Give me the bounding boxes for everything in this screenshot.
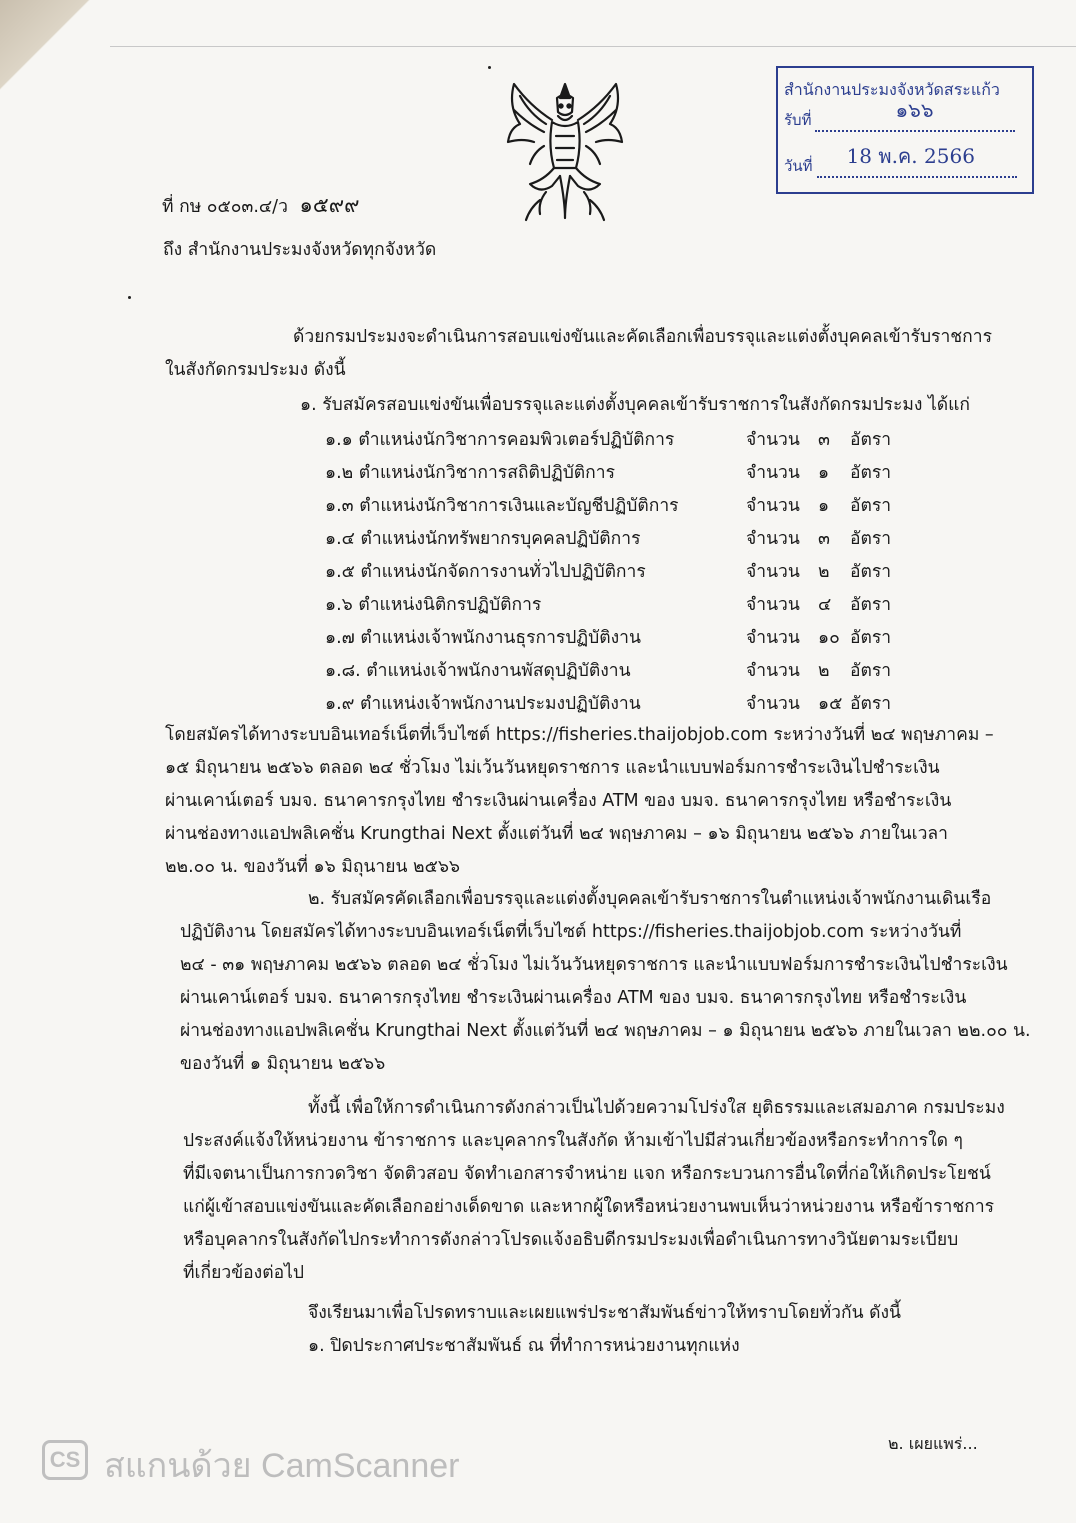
integrity-para-line: แก่ผู้เข้าสอบแข่งขันและคัดเลือกอย่างเด็ดขาด และหากผู้ใดหรือหน่วยงานพบเห็นว่าหน่วยงาน หรือข้าราชการ	[183, 1197, 995, 1217]
position-count: ๑๐	[818, 628, 840, 648]
stamp-date-label: วันที่	[784, 157, 813, 175]
camscanner-watermark-text: สแกนด้วย CamScanner	[104, 1447, 460, 1485]
item1-para-line: ๑๕ มิถุนายน ๒๕๖๖ ตลอด ๒๔ ชั่วโมง ไม่เว้นวันหยุดราชการ และนำแบบฟอร์มการชำระเงินไปชำระเงิน	[165, 758, 940, 778]
addressee-line: ถึง สำนักงานประมงจังหวัดทุกจังหวัด	[163, 240, 437, 260]
position-count: ๒	[818, 562, 830, 582]
item2-para-line: ปฏิบัติงาน โดยสมัครได้ทางระบบอินเทอร์เน็ตที่เว็บไซต์ https://fisheries.thaijobjob.com ระหว่างวันที่	[180, 922, 962, 942]
position-count-label: จำนวน	[746, 595, 800, 615]
integrity-para-line: ประสงค์แจ้งให้หน่วยงาน ข้าราชการ และบุคลากรในสังกัด ห้ามเข้าไปมีส่วนเกี่ยวข้องหรือกระทำการใด ๆ	[183, 1131, 963, 1151]
position-name: ๑.๕ ตำแหน่งนักจัดการงานทั่วไปปฏิบัติการ	[325, 562, 646, 582]
intro-line-2: ในสังกัดกรมประมง ดังนี้	[165, 360, 346, 380]
position-row	[0, 689, 1076, 719]
reference-number-line	[162, 193, 359, 219]
position-count: ๒	[818, 661, 830, 681]
intro-line-1: ด้วยกรมประมงจะดำเนินการสอบแข่งขันและคัดเลือกเพื่อบรรจุและแต่งตั้งบุคคลเข้ารับราชการ	[293, 327, 992, 347]
integrity-para-line: ที่เกี่ยวข้องต่อไป	[183, 1263, 304, 1283]
stamp-office-name: สำนักงานประมงจังหวัดสระแก้ว	[784, 80, 1000, 99]
continued-marker: ๒. เผยแพร่...	[888, 1434, 978, 1453]
stamp-date-value: 18 พ.ค. 2566	[846, 144, 975, 168]
position-name: ๑.๙ ตำแหน่งเจ้าพนักงานประมงปฏิบัติงาน	[325, 694, 641, 714]
reference-number-handwritten: ๑๕๙๙	[299, 193, 360, 217]
position-row	[0, 590, 1076, 620]
integrity-para-line: ทั้งนี้ เพื่อให้การดำเนินการดังกล่าวเป็นไปด้วยความโปร่งใส ยุติธรรมและเสมอภาค กรมประมง	[308, 1098, 1005, 1118]
position-row	[0, 623, 1076, 653]
position-unit-label: อัตรา	[850, 463, 892, 483]
integrity-para-line: หรือบุคลากรในสังกัดไปกระทำการดังกล่าวโปรดแจ้งอธิบดีกรมประมงเพื่อดำเนินการทางวินัยตามระเบียบ	[183, 1230, 959, 1250]
position-count-label: จำนวน	[746, 562, 800, 582]
position-row	[0, 557, 1076, 587]
position-unit-label: อัตรา	[850, 529, 892, 549]
position-unit-label: อัตรา	[850, 694, 892, 714]
item1-heading: ๑. รับสมัครสอบแข่งขันเพื่อบรรจุและแต่งตั้งบุคคลเข้ารับราชการในสังกัดกรมประมง ได้แก่	[300, 395, 971, 415]
position-unit-label: อัตรา	[850, 595, 892, 615]
position-row	[0, 656, 1076, 686]
position-unit-label: อัตรา	[850, 661, 892, 681]
item2-para-line: ของวันที่ ๑ มิถุนายน ๒๕๖๖	[180, 1054, 386, 1074]
position-unit-label: อัตรา	[850, 430, 892, 450]
position-name: ๑.๒ ตำแหน่งนักวิชาการสถิติปฏิบัติการ	[325, 463, 615, 483]
garuda-emblem-icon	[500, 76, 630, 226]
position-count-label: จำนวน	[746, 496, 800, 516]
position-name: ๑.๓ ตำแหน่งนักวิชาการเงินและบัญชีปฏิบัติการ	[325, 496, 679, 516]
position-count: ๔	[818, 595, 832, 615]
position-name: ๑.๘. ตำแหน่งเจ้าพนักงานพัสดุปฏิบัติงาน	[325, 661, 631, 681]
stamp-receive-number: ๑๖๖	[895, 98, 934, 122]
position-name: ๑.๖ ตำแหน่งนิติกรปฏิบัติการ	[325, 595, 542, 615]
receiving-stamp	[776, 66, 1034, 194]
position-name: ๑.๔ ตำแหน่งนักทรัพยากรบุคคลปฏิบัติการ	[325, 529, 641, 549]
page-edge-line	[110, 46, 1076, 47]
position-row	[0, 425, 1076, 455]
integrity-para-line: ที่มีเจตนาเป็นการกวดวิชา จัดติวสอบ จัดทำเอกสารจำหน่าย แจก หรือกระบวนการอื่นใดที่ก่อให้เกิดประโยชน์	[183, 1164, 991, 1184]
position-count-label: จำนวน	[746, 694, 800, 714]
stamp-receive-label: รับที่	[784, 111, 812, 129]
position-count: ๑๕	[818, 694, 843, 714]
position-count: ๑	[818, 463, 830, 483]
closing-line: จึงเรียนมาเพื่อโปรดทราบและเผยแพร่ประชาสัมพันธ์ข่าวให้ทราบโดยทั่วกัน ดังนี้	[308, 1303, 901, 1323]
scan-speck	[488, 66, 491, 69]
position-row	[0, 524, 1076, 554]
position-name: ๑.๗ ตำแหน่งเจ้าพนักงานธุรการปฏิบัติงาน	[325, 628, 641, 648]
reference-number: ที่ กษ ๐๕๐๓.๔/ว	[162, 197, 288, 217]
position-count-label: จำนวน	[746, 463, 800, 483]
camscanner-logo-icon: CS	[42, 1440, 88, 1480]
position-count-label: จำนวน	[746, 628, 800, 648]
item2-para-line: ๒. รับสมัครคัดเลือกเพื่อบรรจุและแต่งตั้งบุคคลเข้ารับราชการในตำแหน่งเจ้าพนักงานเดินเรือ	[308, 889, 992, 909]
closing-item-1: ๑. ปิดประกาศประชาสัมพันธ์ ณ ที่ทำการหน่วยงานทุกแห่ง	[308, 1336, 740, 1356]
position-count-label: จำนวน	[746, 661, 800, 681]
position-row	[0, 491, 1076, 521]
position-unit-label: อัตรา	[850, 628, 892, 648]
item2-para-line: ผ่านเคาน์เตอร์ บมจ. ธนาคารกรุงไทย ชำระเงินผ่านเครื่อง ATM ของ บมจ. ธนาคารกรุงไทย หรือชำระเงิน	[180, 988, 967, 1008]
item2-para-line: ๒๔ - ๓๑ พฤษภาคม ๒๕๖๖ ตลอด ๒๔ ชั่วโมง ไม่เว้นวันหยุดราชการ และนำแบบฟอร์มการชำระเงินไปชำระเงิน	[180, 955, 1008, 975]
position-count-label: จำนวน	[746, 529, 800, 549]
item1-para-line: ๒๒.๐๐ น. ของวันที่ ๑๖ มิถุนายน ๒๕๖๖	[165, 857, 461, 877]
position-count-label: จำนวน	[746, 430, 800, 450]
item1-para-line: โดยสมัครได้ทางระบบอินเทอร์เน็ตที่เว็บไซต์ https://fisheries.thaijobjob.com ระหว่างวันที่ ๒๔ พฤษภาคม –	[165, 725, 994, 745]
position-row	[0, 458, 1076, 488]
item2-para-line: ผ่านช่องทางแอปพลิเคชั่น Krungthai Next ตั้งแต่วันที่ ๒๔ พฤษภาคม – ๑ มิถุนายน ๒๕๖๖ ภายในเวลา ๒๒.๐๐ น.	[180, 1021, 1031, 1041]
item1-para-line: ผ่านช่องทางแอปพลิเคชั่น Krungthai Next ตั้งแต่วันที่ ๒๔ พฤษภาคม – ๑๖ มิถุนายน ๒๕๖๖ ภายในเวลา	[165, 824, 948, 844]
position-unit-label: อัตรา	[850, 496, 892, 516]
scan-speck	[128, 296, 131, 299]
position-unit-label: อัตรา	[850, 562, 892, 582]
item1-para-line: ผ่านเคาน์เตอร์ บมจ. ธนาคารกรุงไทย ชำระเงินผ่านเครื่อง ATM ของ บมจ. ธนาคารกรุงไทย หรือชำระเงิน	[165, 791, 952, 811]
position-name: ๑.๑ ตำแหน่งนักวิชาการคอมพิวเตอร์ปฏิบัติการ	[325, 430, 675, 450]
scanned-page-corner	[0, 0, 110, 110]
position-count: ๓	[818, 529, 830, 549]
position-count: ๓	[818, 430, 830, 450]
position-count: ๑	[818, 496, 830, 516]
